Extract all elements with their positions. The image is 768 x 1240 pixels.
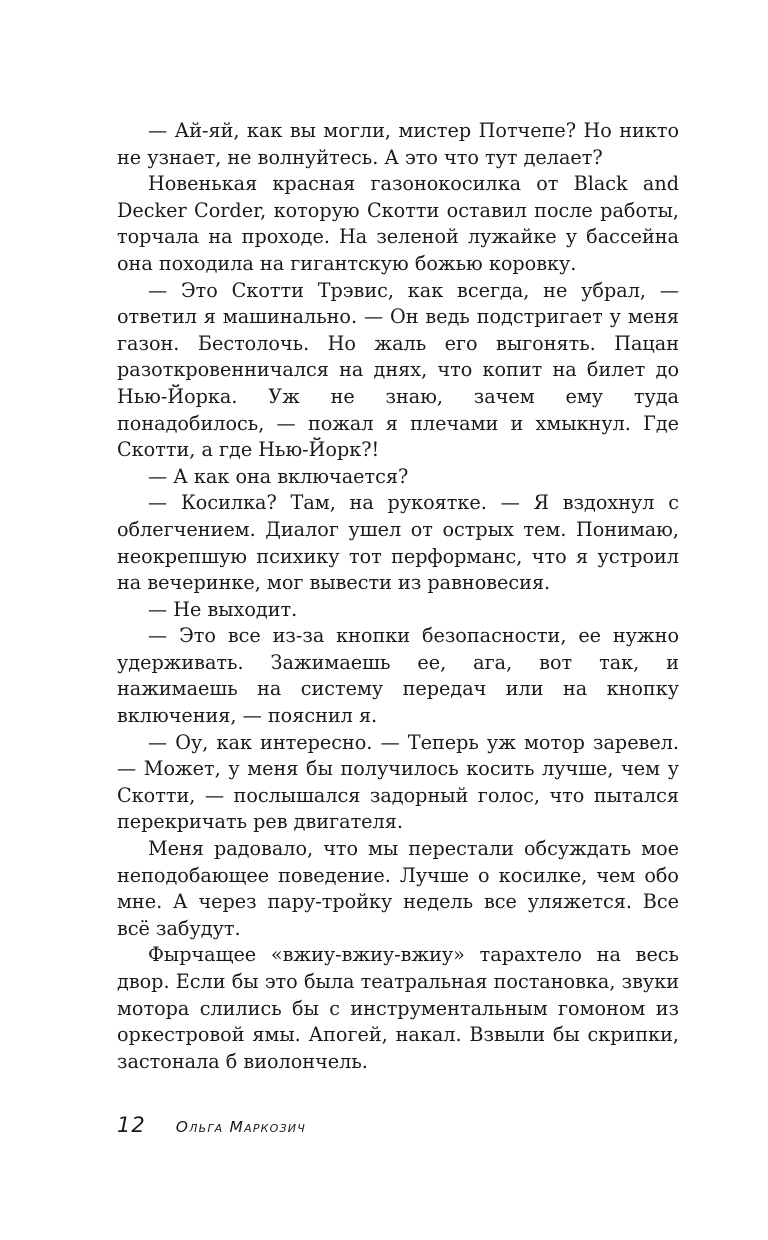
page-footer: [117, 1113, 306, 1143]
paragraph-4: — А как она включается?: [148, 464, 409, 488]
page-number: 12: [117, 1113, 146, 1137]
paragraph-9: Меня радовало, что мы перестали обсуждать мое неподобающее поведение. Лучше о косилке, чем обо мне. А через пару-тройку недель все уляжется. Все всё забудут.: [117, 837, 679, 940]
paragraph-3: — Это Скотти Трэвис, как всегда, не убрал, — ответил я машинально. — Он ведь подстригает у меня газон. Бестолочь. Но жаль его выгонять. Пацан разоткровенничался на днях, что копит на билет до Нью-Йорка. Уж не знаю, зачем ему туда понадобилось, — пожал я плечами и хмыкнул. Где Скотти, а где Нью-Йорк?!: [117, 278, 679, 462]
paragraph-2: Новенькая красная газонокосилка от Black and Decker Corder, которую Скотти оставил после работы, торчала на проходе. На зеленой лужайке у бассейна она походила на гигантскую божью коровку.: [117, 172, 679, 275]
paragraph-10: Фырчащее «вжиу-вжиу-вжиу» тарахтело на весь двор. Если бы это была театральная постановка, звуки мотора слились бы с инструментальным гомоном из оркестровой ямы. Апогей, накал. Взвыли бы скрипки, застонала б виолончель.: [117, 943, 679, 1073]
paragraph-1: — Ай-яй, как вы могли, мистер Потчепе? Но никто не узнает, не волнуйтесь. А это что тут делает?: [117, 119, 679, 169]
body-text: [117, 118, 679, 1075]
paragraph-8: — Оу, как интересно. — Теперь уж мотор заревел. — Может, у меня бы получилось косить лучше, чем у Скотти, — послышался задорный голос, что пытался перекричать рев двигателя.: [117, 730, 679, 834]
running-head-author: Ольга Маркозич: [175, 1118, 306, 1136]
paragraph-5: — Косилка? Там, на рукоятке. — Я вздохнул с облегчением. Диалог ушел от острых тем. Понимаю, неокрепшую психику тот перформанс, что я устроил на вечеринке, мог вывести из равновесия.: [117, 491, 679, 595]
paragraph-6: — Не выходит.: [148, 597, 298, 621]
paragraph-7: — Это все из-за кнопки безопасности, ее нужно удерживать. Зажимаешь ее, ага, вот так, и нажимаешь на систему передач или на кнопку включения, — пояснил я.: [117, 624, 679, 728]
